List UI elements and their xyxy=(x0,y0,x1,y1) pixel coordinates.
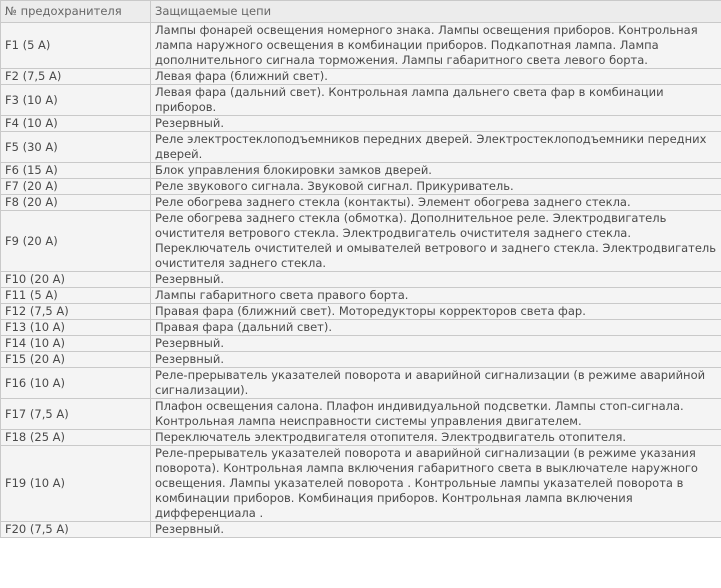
table-row xyxy=(1,352,721,368)
fuse-id-cell: F17 (7,5 А) xyxy=(1,399,151,430)
fuse-id-cell: F7 (20 А) xyxy=(1,179,151,195)
table-row xyxy=(1,446,721,522)
protected-circuits-cell: Блок управления блокировки замков дверей. xyxy=(151,163,721,179)
fuse-id-cell: F19 (10 А) xyxy=(1,446,151,522)
protected-circuits-cell: Реле-прерыватель указателей поворота и аварийной сигнализации (в режиме указания поворота). Контрольная лампа включения габаритного света в выключателе наружного освещения. Лампы указателей поворота . Контрольные лампы указателей поворота в комбинации приборов. Комбинация приборов. Контрольная лампа включения дифференциала . xyxy=(151,446,721,522)
fuse-id-cell: F4 (10 А) xyxy=(1,116,151,132)
protected-circuits-cell: Левая фара (ближний свет). xyxy=(151,69,721,85)
fuse-id-cell: F13 (10 А) xyxy=(1,320,151,336)
table-row xyxy=(1,320,721,336)
table-row xyxy=(1,368,721,399)
table-row xyxy=(1,132,721,163)
table-row xyxy=(1,23,721,69)
protected-circuits-cell: Реле-прерыватель указателей поворота и аварийной сигнализации (в режиме аварийной сигнализации). xyxy=(151,368,721,399)
protected-circuits-cell: Резервный. xyxy=(151,116,721,132)
table-header-row xyxy=(1,1,721,23)
table-row xyxy=(1,116,721,132)
table-row xyxy=(1,522,721,538)
protected-circuits-cell: Резервный. xyxy=(151,352,721,368)
fuse-id-cell: F15 (20 А) xyxy=(1,352,151,368)
table-row xyxy=(1,211,721,272)
protected-circuits-cell: Лампы фонарей освещения номерного знака. Лампы освещения приборов. Контрольная лампа наружного освещения в комбинации приборов. Подкапотная лампа. Лампа дополнительного сигнала торможения. Лампы габаритного света левого борта. xyxy=(151,23,721,69)
fuse-id-cell: F14 (10 А) xyxy=(1,336,151,352)
table-row xyxy=(1,288,721,304)
protected-circuits-cell: Правая фара (дальний свет). xyxy=(151,320,721,336)
fuse-id-cell: F2 (7,5 А) xyxy=(1,69,151,85)
table-row xyxy=(1,399,721,430)
fuse-id-cell: F3 (10 А) xyxy=(1,85,151,116)
table-row xyxy=(1,179,721,195)
protected-circuits-cell: Лампы габаритного света правого борта. xyxy=(151,288,721,304)
protected-circuits-cell: Реле обогрева заднего стекла (обмотка). Дополнительное реле. Электродвигатель очистителя ветрового стекла. Электродвигатель очистителя заднего стекла. Переключатель очистителей и омывателей ветрового и заднего стекла. Электродвигатель очистителя заднего стекла. xyxy=(151,211,721,272)
fuse-id-cell: F18 (25 А) xyxy=(1,430,151,446)
fuse-id-cell: F9 (20 А) xyxy=(1,211,151,272)
fuse-id-cell: F5 (30 А) xyxy=(1,132,151,163)
fuse-id-cell: F8 (20 А) xyxy=(1,195,151,211)
table-row xyxy=(1,69,721,85)
fuse-id-cell: F1 (5 А) xyxy=(1,23,151,69)
column-header-circuits: Защищаемые цепи xyxy=(151,1,721,23)
fuse-id-cell: F20 (7,5 А) xyxy=(1,522,151,538)
protected-circuits-cell: Реле обогрева заднего стекла (контакты). Элемент обогрева заднего стекла. xyxy=(151,195,721,211)
protected-circuits-cell: Правая фара (ближний свет). Моторедукторы корректоров света фар. xyxy=(151,304,721,320)
table-row xyxy=(1,195,721,211)
protected-circuits-cell: Резервный. xyxy=(151,272,721,288)
fuse-id-cell: F12 (7,5 А) xyxy=(1,304,151,320)
table-row xyxy=(1,163,721,179)
table-row xyxy=(1,430,721,446)
protected-circuits-cell: Реле звукового сигнала. Звуковой сигнал. Прикуриватель. xyxy=(151,179,721,195)
protected-circuits-cell: Резервный. xyxy=(151,336,721,352)
fuse-table-body xyxy=(1,23,721,538)
protected-circuits-cell: Реле электростеклоподъемников передних дверей. Электростеклоподъемники передних дверей. xyxy=(151,132,721,163)
fuse-id-cell: F16 (10 А) xyxy=(1,368,151,399)
protected-circuits-cell: Левая фара (дальний свет). Контрольная лампа дальнего света фар в комбинации приборов. xyxy=(151,85,721,116)
fuse-id-cell: F11 (5 А) xyxy=(1,288,151,304)
table-row xyxy=(1,336,721,352)
column-header-fuse: № предохранителя xyxy=(1,1,151,23)
table-row xyxy=(1,272,721,288)
table-row xyxy=(1,85,721,116)
table-row xyxy=(1,304,721,320)
fuse-id-cell: F10 (20 А) xyxy=(1,272,151,288)
protected-circuits-cell: Резервный. xyxy=(151,522,721,538)
protected-circuits-cell: Плафон освещения салона. Плафон индивидуальной подсветки. Лампы стоп-сигнала. Контрольная лампа неисправности системы управления двигателем. xyxy=(151,399,721,430)
protected-circuits-cell: Переключатель электродвигателя отопителя. Электродвигатель отопителя. xyxy=(151,430,721,446)
fuse-id-cell: F6 (15 А) xyxy=(1,163,151,179)
